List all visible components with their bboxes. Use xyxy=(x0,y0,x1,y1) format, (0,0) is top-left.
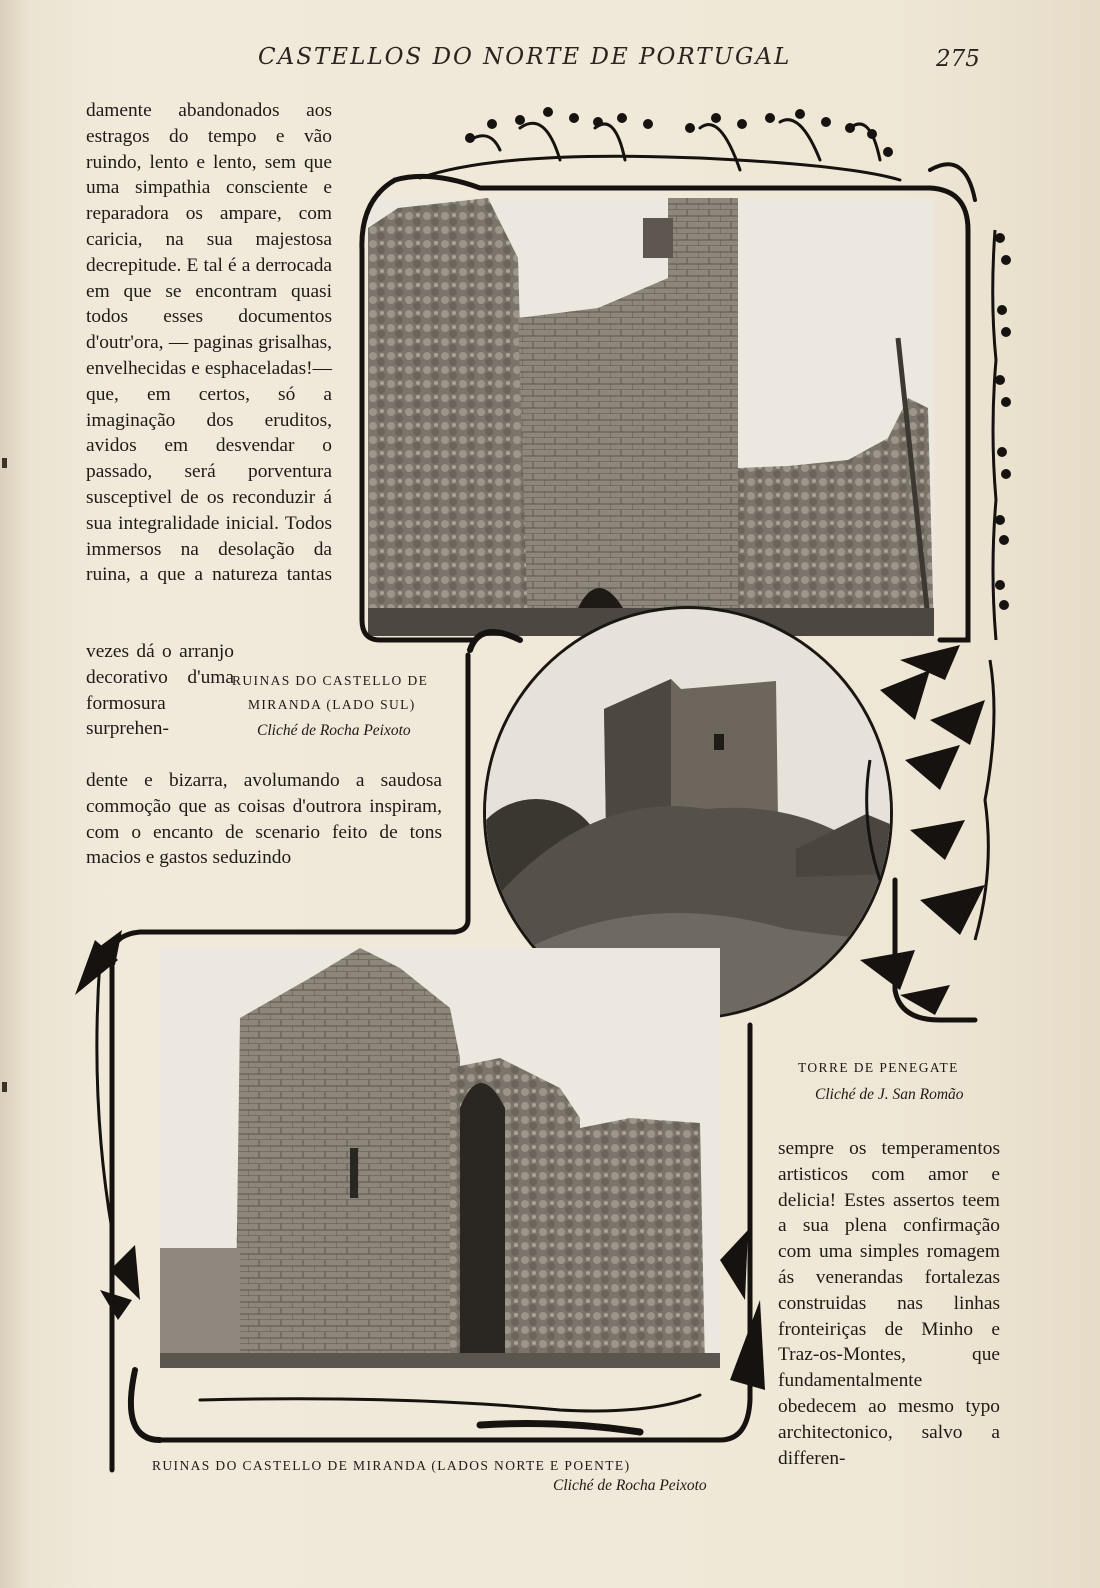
body-text-column-c: dente e bizarra, avolumando a saudosa commoção que as coisas d'outrora inspiram, com o encanto de scenario feito de tons macios e gastos seduzindo xyxy=(86,770,442,869)
caption-top-title-line2: MIRANDA (LADO SUL) xyxy=(248,697,416,712)
caption-bottom-title: RUINAS DO CASTELLO DE MIRANDA (LADOS NORTE E POENTE) xyxy=(152,1458,631,1473)
photo-ruins-castle-miranda-north-west xyxy=(160,948,720,1368)
caption-top-credit: Cliché de Rocha Peixoto xyxy=(257,722,411,739)
page-number: 275 xyxy=(936,46,980,72)
binding-mark xyxy=(2,1082,7,1092)
caption-bottom-credit: Cliché de Rocha Peixoto xyxy=(553,1477,707,1494)
body-text-column-a: damente abandonados aos estragos do tempo e vão ruindo, lento e lento, sem que uma simpathia consciente e reparadora os ampare, com caricia, na sua majestosa decrepitude. E tal é a derrocada em que se encontram quasi todos esses documentos d'outr'ora, — paginas grisalhas, envelhecidas e esphaceladas!—que, em certos, só a imaginação dos eruditos, avidos em desvendar o passado, será porventura susceptivel de os reconduzir á sua integralidade inicial. Todos immersos na desolação da ruina, a que a natureza tantas xyxy=(86,100,332,586)
caption-top-title-line1: RUINAS DO CASTELLO DE xyxy=(232,673,429,688)
photo-ruins-castle-miranda-south xyxy=(368,198,934,636)
caption-circle-title: TORRE DE PENEGATE xyxy=(798,1060,959,1075)
body-text-column-b: vezes dá o arranjo decorativo d'uma formosura surprehen- xyxy=(86,641,234,740)
body-text-column-d: sempre os temperamentos artisticos com amor e delicia! Estes assertos teem a sua plena confirmação com uma simples romagem ás venerandas fortalezas construidas nas linhas fronteiriças de Minho e Traz-os-Montes, que fundamentalmente obedecem ao mesmo typo architectonico, salvo a differen- xyxy=(778,1138,1000,1469)
running-title: CASTELLOS DO NORTE DE PORTUGAL xyxy=(258,44,792,70)
caption-circle-credit: Cliché de J. San Romão xyxy=(815,1086,964,1103)
binding-mark xyxy=(2,458,7,468)
